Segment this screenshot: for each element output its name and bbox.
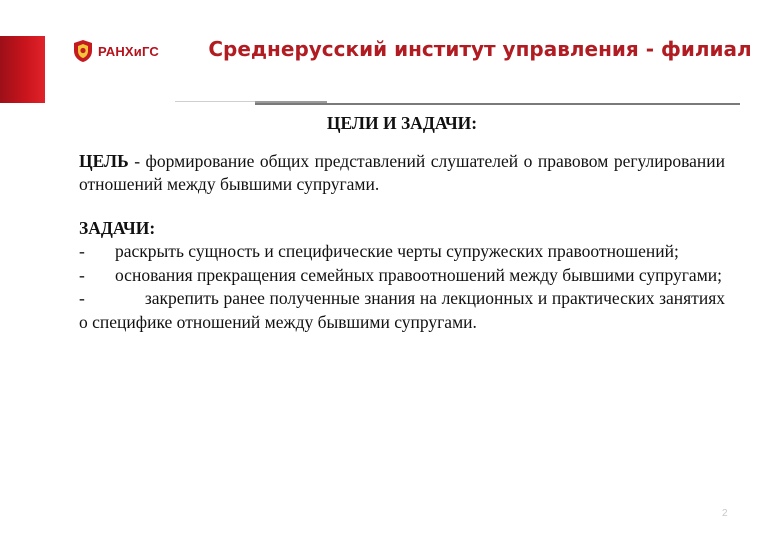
- task-item: [79, 264, 725, 288]
- task-dash: -: [79, 241, 85, 261]
- goal-text: - формирование общих представлений слушателей о правовом регулировании отношений между бывшими супругами.: [79, 150, 725, 194]
- goal-label: ЦЕЛЬ: [79, 150, 129, 171]
- header-divider: [255, 103, 740, 105]
- task-item: [79, 240, 725, 264]
- logo-text: РАНХиГС: [98, 43, 159, 59]
- task-text: раскрыть сущность и специфические черты супружеских правоотношений;: [115, 241, 679, 261]
- red-accent-block: [0, 36, 45, 103]
- institute-title: Среднерусский институт управления - филиал: [208, 37, 752, 61]
- task-dash: -: [79, 288, 85, 308]
- task-text: закрепить ранее полученные знания на лекционных и практических занятиях о специфике отношений между бывшими супругами.: [79, 288, 725, 332]
- task-dash: -: [79, 264, 85, 285]
- slide-heading: ЦЕЛИ И ЗАДАЧИ:: [326, 113, 478, 133]
- goal-paragraph: [79, 150, 725, 197]
- slide-content: [79, 112, 725, 334]
- task-text: основания прекращения семейных правоотношений между бывшими супругами;: [115, 264, 723, 285]
- tasks-label: ЗАДАЧИ:: [79, 217, 156, 238]
- ranepa-logo: [72, 34, 172, 68]
- page-number: 2: [722, 508, 728, 519]
- ranepa-emblem-icon: [72, 39, 94, 63]
- task-item: [79, 287, 725, 334]
